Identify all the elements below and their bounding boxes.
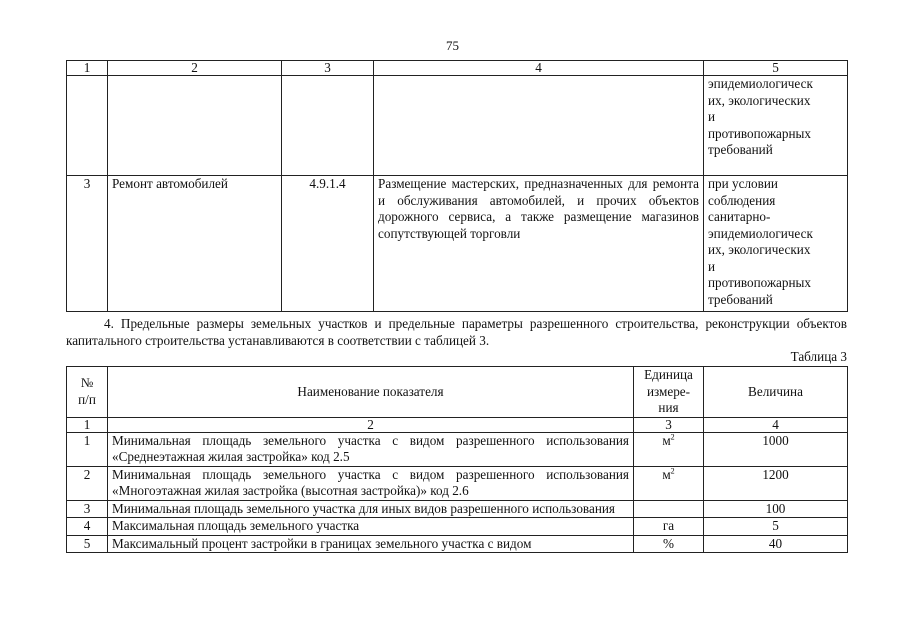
indicator-unit (634, 432, 704, 466)
row-number (67, 76, 108, 176)
indicator-value: 1200 (704, 466, 848, 500)
land-use-table-continuation (66, 60, 848, 312)
table-caption: Таблица 3 (790, 349, 847, 364)
table-header-row (67, 367, 848, 418)
use-code: 4.9.1.4 (282, 176, 374, 312)
header-cell: 4 (374, 61, 704, 76)
table-header-row (67, 61, 848, 76)
indicator-name: Максимальный процент застройки в границах земельного участка с видом (108, 535, 634, 553)
indicator-value: 40 (704, 535, 848, 553)
table-row (67, 466, 848, 500)
use-code (282, 76, 374, 176)
use-name: Ремонт автомобилей (108, 176, 282, 312)
unit-superscript: 2 (670, 466, 675, 476)
row-number: 4 (67, 518, 108, 536)
indicator-unit (634, 518, 704, 536)
index-cell: 4 (704, 417, 848, 432)
indicator-unit (634, 500, 704, 518)
header-num: № п/п (67, 367, 108, 418)
header-cell: 2 (108, 61, 282, 76)
indicator-value: 100 (704, 500, 848, 518)
section-paragraph: 4. Предельные размеры земельных участков и предельные параметры разрешенного строительства, реконструкции объектов капитального строительства устанавливаются в соответствии с таблицей 3. (66, 316, 847, 348)
unit-base: га (662, 518, 675, 533)
parameters-table (66, 366, 848, 553)
row-number: 5 (67, 535, 108, 553)
unit-superscript: 2 (670, 432, 675, 442)
header-value: Величина (704, 367, 848, 418)
table-row (67, 432, 848, 466)
indicator-value: 5 (704, 518, 848, 536)
indicator-name: Минимальная площадь земельного участка с видом разрешенного использования «Многоэтажная жилая застройка (высотная застройка)» код 2.6 (108, 466, 634, 500)
use-conditions: при условии соблюдения санитарно- эпидемиологическ их, экологических и противопожарных требований (704, 176, 848, 312)
column-index-row (67, 417, 848, 432)
row-number: 3 (67, 500, 108, 518)
indicator-unit (634, 466, 704, 500)
unit-base: % (663, 535, 674, 551)
unit-base: м (662, 432, 671, 448)
use-conditions: эпидемиологическ их, экологических и противопожарных требований (704, 76, 848, 176)
header-cell: 3 (282, 61, 374, 76)
indicator-name: Максимальная площадь земельного участка (108, 518, 634, 536)
use-name (108, 76, 282, 176)
indicator-value: 1000 (704, 432, 848, 466)
indicator-name: Минимальная площадь земельного участка с видом разрешенного использования «Среднеэтажная жилая застройка» код 2.5 (108, 432, 634, 466)
row-number: 1 (67, 432, 108, 466)
unit-base: м (662, 466, 671, 482)
index-cell: 3 (634, 417, 704, 432)
indicator-unit (634, 535, 704, 553)
page-number: 75 (446, 38, 459, 53)
header-cell: 1 (67, 61, 108, 76)
header-cell: 5 (704, 61, 848, 76)
indicator-name: Минимальная площадь земельного участка для иных видов разрешенного использования (108, 500, 634, 518)
use-description (374, 76, 704, 176)
table-row (67, 535, 848, 553)
row-number: 2 (67, 466, 108, 500)
table-row (67, 76, 848, 176)
header-unit: Единица измере- ния (634, 367, 704, 418)
use-description: Размещение мастерских, предназначенных для ремонта и обслуживания автомобилей, и прочих объектов дорожного сервиса, а также размещение магазинов сопутствующей торговли (374, 176, 704, 312)
table-row (67, 176, 848, 312)
header-name: Наименование показателя (108, 367, 634, 418)
table-row (67, 500, 848, 518)
table-row (67, 518, 848, 536)
index-cell: 1 (67, 417, 108, 432)
index-cell: 2 (108, 417, 634, 432)
row-number: 3 (67, 176, 108, 312)
